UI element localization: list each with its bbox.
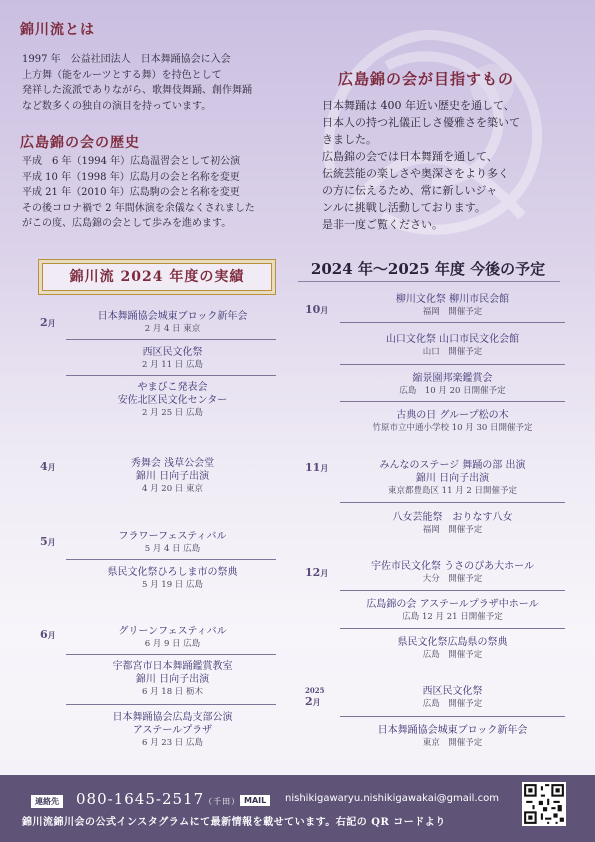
footer: [0, 775, 595, 842]
divider: [340, 628, 565, 629]
event-item: フラワーフェスティバル 5 月 4 日 広島: [118, 531, 227, 554]
schedule-2025-title: 2024 年〜2025 年度 今後の予定: [310, 260, 546, 278]
event-item: 秀舞会 浅草公会堂 錦川 日向子出演 4 月 20 日 東京: [130, 458, 215, 494]
history-title: 広島錦の会の歴史: [20, 135, 140, 151]
event-item: 山口文化祭 山口市民文化会館 山口 開催予定: [385, 334, 520, 357]
qr-code-icon[interactable]: [522, 782, 566, 826]
divider: [340, 322, 565, 323]
month-label: 4月: [40, 460, 56, 473]
goal-line: ンルに挑戦し活動しております。: [322, 201, 486, 214]
divider: [66, 339, 276, 340]
event-item: 日本舞踊協会城東ブロック新年会 東京 開催予定: [377, 725, 528, 748]
divider: [66, 704, 276, 705]
divider: [298, 281, 560, 282]
event-item: 西区民文化祭 2 月 11 日 広島: [141, 347, 204, 370]
history-line: 平成 6 年（1994 年）広島温習会として初公演: [22, 156, 241, 167]
goal-line: 是非一度ご覧ください。: [322, 218, 443, 231]
event-item: 古典の日 グループ松の木 竹原市立中通小学校 10 月 30 日開催予定: [372, 410, 533, 433]
event-item: やまびこ発表会 安佐北区民文化センター 2 月 25 日 広島: [117, 382, 228, 418]
contact-label: 連絡先: [31, 795, 63, 808]
history-line: その後コロナ禍で 2 年間休演を余儀なくされました: [22, 202, 255, 214]
event-item: 県民文化祭ひろしま市の祭典 5 月 19 日 広島: [107, 567, 238, 590]
footer-note: 錦川流錦川会の公式インスタグラムにて最新情報を載せています。右記の QR コードより: [22, 817, 446, 828]
month-label: 5月: [40, 535, 56, 548]
divider: [340, 364, 565, 365]
schedule-2024-title: 錦川流 2024 年度の実績: [38, 259, 276, 295]
goal-line: 広島錦の会では日本舞踊を通して、: [322, 150, 498, 163]
divider: [66, 375, 276, 376]
event-item: 日本舞踊協会広島支部公演 アステールプラザ 6 月 23 日 広島: [112, 712, 233, 748]
about-line: など数多くの独自の演目を持っています。: [22, 100, 212, 112]
about-text: [22, 52, 252, 114]
goal-line: 日本人の持つ礼儀正しさ優雅さを築いて: [322, 116, 520, 129]
email-link[interactable]: nishikigawaryu.nishikigawakai@gmail.com: [285, 793, 499, 804]
goal-text: [322, 97, 520, 233]
goal-line: 伝統芸能の楽しさや奥深さをより多く: [322, 167, 509, 180]
event-item: 広島錦の会 アステールプラザ中ホール 広島 12 月 21 日開催予定: [366, 599, 539, 622]
month-label: 6月: [40, 628, 56, 641]
month-label: 11月: [305, 461, 329, 474]
event-item: 西区民文化祭 広島 開催予定: [422, 686, 483, 709]
divider: [66, 654, 276, 655]
about-line: 発祥した流派でありながら、歌舞伎舞踊、創作舞踊: [22, 85, 252, 96]
event-item: 宇佐市民文化祭 うさのぴあ大ホール 大分 開催予定: [371, 561, 534, 584]
about-title: 錦川流とは: [20, 22, 95, 38]
divider: [66, 559, 276, 560]
goal-line: 日本舞踊は 400 年近い歴史を通して、: [322, 99, 515, 112]
goal-line: きました。: [322, 133, 377, 146]
event-item: グリーンフェスティバル 6 月 9 日 広島: [118, 626, 227, 649]
history-line: 平成 21 年（2010 年）広島駒の会と名称を変更: [22, 187, 240, 198]
event-item: 八女芸能祭 おりなす八女 福岡 開催予定: [392, 512, 513, 535]
about-line: 1997 年 公益社団法人 日本舞踊協会に入会: [22, 54, 231, 65]
divider: [340, 590, 565, 591]
event-item: 柳川文化祭 柳川市民会館 福岡 開催予定: [395, 294, 510, 317]
event-item: 宇都宮市日本舞踊鑑賞教室 錦川 日向子出演 6 月 18 日 栃木: [112, 661, 233, 697]
history-line: がこの度、広島錦の会として歩みを進めます。: [22, 218, 232, 229]
event-item: 縮景園邦楽鑑賞会 広島 10 月 20 日開催予定: [399, 373, 506, 396]
event-item: みんなのステージ 舞踊の部 出演 錦川 日向子出演 東京都豊島区 11 月 2 日開催予定: [379, 460, 526, 496]
divider: [340, 716, 565, 717]
history-line: 平成 10 年（1998 年）広島月の会と名称を変更: [22, 171, 240, 183]
history-text: [22, 154, 255, 232]
goal-title: 広島錦の会が目指すもの: [338, 70, 515, 88]
divider: [340, 401, 565, 402]
divider: [340, 502, 565, 503]
month-label: 2月: [40, 316, 56, 329]
mail-label: MAIL: [240, 795, 270, 806]
month-label: 12月: [305, 566, 329, 579]
month-label: 2025 2月: [305, 686, 325, 708]
goal-line: の方に伝えるため、常に新しいジャ: [322, 184, 498, 197]
event-item: 県民文化祭広島県の祭典 広島 開催予定: [397, 637, 508, 660]
event-item: 日本舞踊協会城東ブロック新年会 2 月 4 日 東京: [97, 311, 248, 334]
phone-number[interactable]: 080-1645-2517（千田）: [76, 790, 241, 808]
month-label: 10月: [305, 303, 329, 316]
about-line: 上方舞（能をルーツとする舞）を持色として: [22, 69, 222, 81]
